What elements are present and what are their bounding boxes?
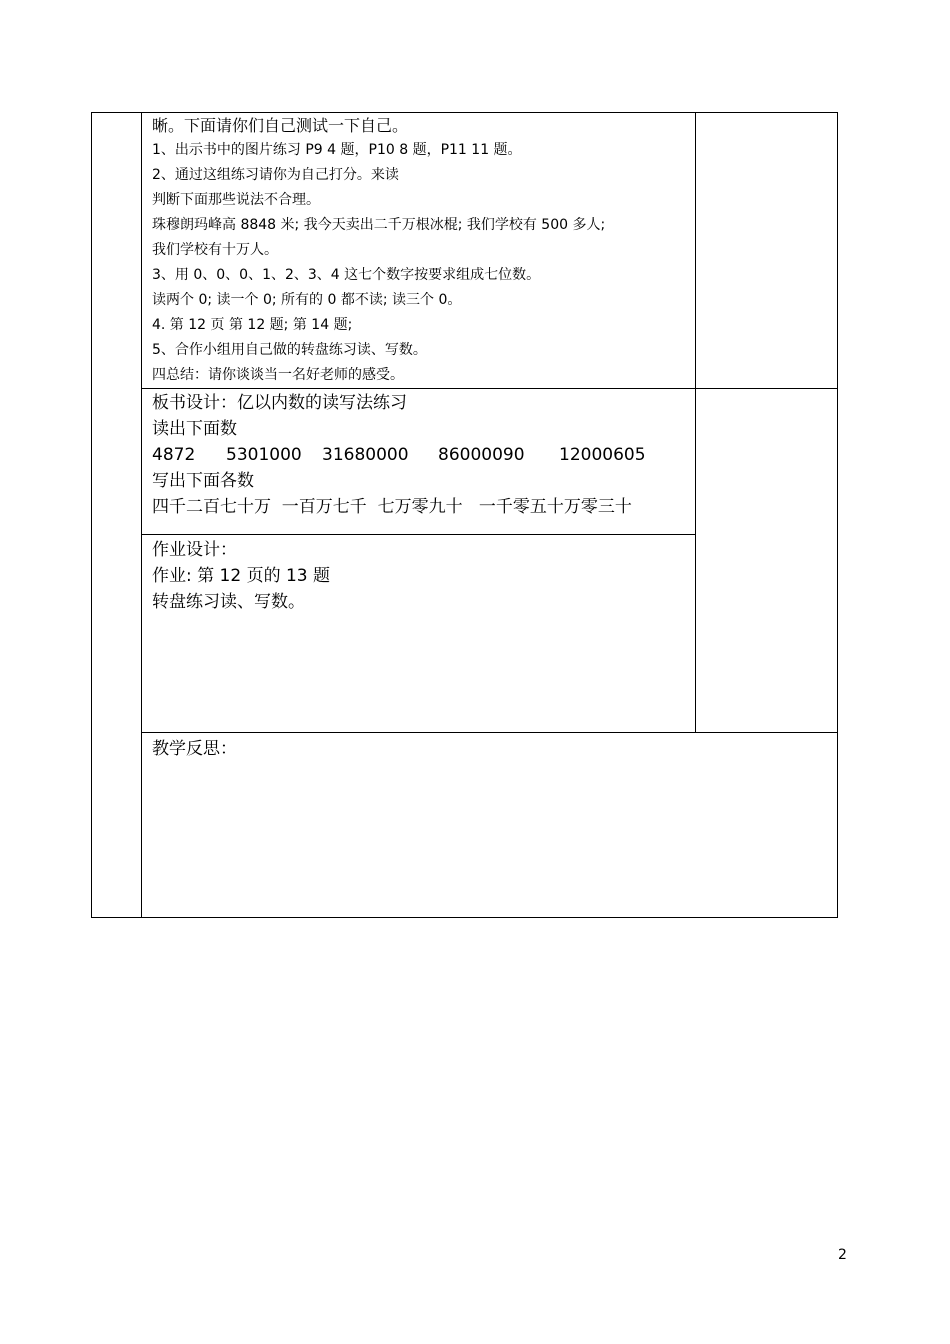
page-number: 2	[838, 1247, 847, 1263]
practice-line: 珠穆朗玛峰高 8848 米; 我今天卖出二千万根冰棍; 我们学校有 500 多人;	[152, 217, 606, 233]
read-label: 读出下面数	[152, 419, 237, 439]
write-label: 写出下面各数	[152, 471, 254, 491]
number-item: 31680000	[322, 445, 409, 465]
row-reflection	[92, 733, 838, 918]
notes-cell	[696, 389, 838, 733]
number-item: 12000605	[559, 445, 646, 465]
reflection-title: 教学反思：	[152, 739, 237, 759]
row-board	[92, 389, 838, 535]
practice-line: 读两个 0; 读一个 0; 所有的 0 都不读; 读三个 0。	[152, 292, 462, 308]
board-title: 板书设计：亿以内数的读写法练习	[152, 393, 407, 413]
practice-line: 1、出示书中的图片练习 P9 4 题，P10 8 题，P11 11 题。	[152, 142, 522, 158]
practice-line: 4. 第 12 页 第 12 题; 第 14 题;	[152, 317, 353, 333]
practice-line: 判断下面那些说法不合理。	[152, 192, 320, 208]
lesson-plan-table	[91, 112, 838, 918]
number-item: 5301000	[226, 445, 302, 465]
homework-line: 转盘练习读、写数。	[152, 592, 305, 612]
row-practice	[92, 113, 838, 389]
numbers-row	[152, 442, 685, 468]
number-words: 四千二百七十万 一百万七千 七万零九十 一千零五十万零三十	[152, 497, 632, 517]
left-margin-cell	[92, 113, 142, 918]
homework-cell	[142, 535, 696, 733]
practice-line: 3、用 0、0、0、1、2、3、4 这七个数字按要求组成七位数。	[152, 267, 541, 283]
practice-cell	[142, 113, 696, 389]
practice-line: 2、通过这组练习请你为自己打分。来读	[152, 167, 399, 183]
board-design-cell	[142, 389, 696, 535]
practice-line: 5、合作小组用自己做的转盘练习读、写数。	[152, 342, 427, 358]
notes-cell	[696, 113, 838, 389]
homework-line: 作业: 第 12 页的 13 题	[152, 566, 331, 586]
homework-title: 作业设计：	[152, 540, 237, 560]
reflection-cell	[142, 733, 838, 918]
number-item: 86000090	[438, 445, 525, 465]
practice-line: 我们学校有十万人。	[152, 242, 278, 258]
practice-line: 晰。下面请你们自己测试一下自己。	[152, 116, 409, 135]
practice-line: 四总结：请你谈谈当一名好老师的感受。	[152, 367, 404, 383]
number-item: 4872	[152, 445, 196, 465]
